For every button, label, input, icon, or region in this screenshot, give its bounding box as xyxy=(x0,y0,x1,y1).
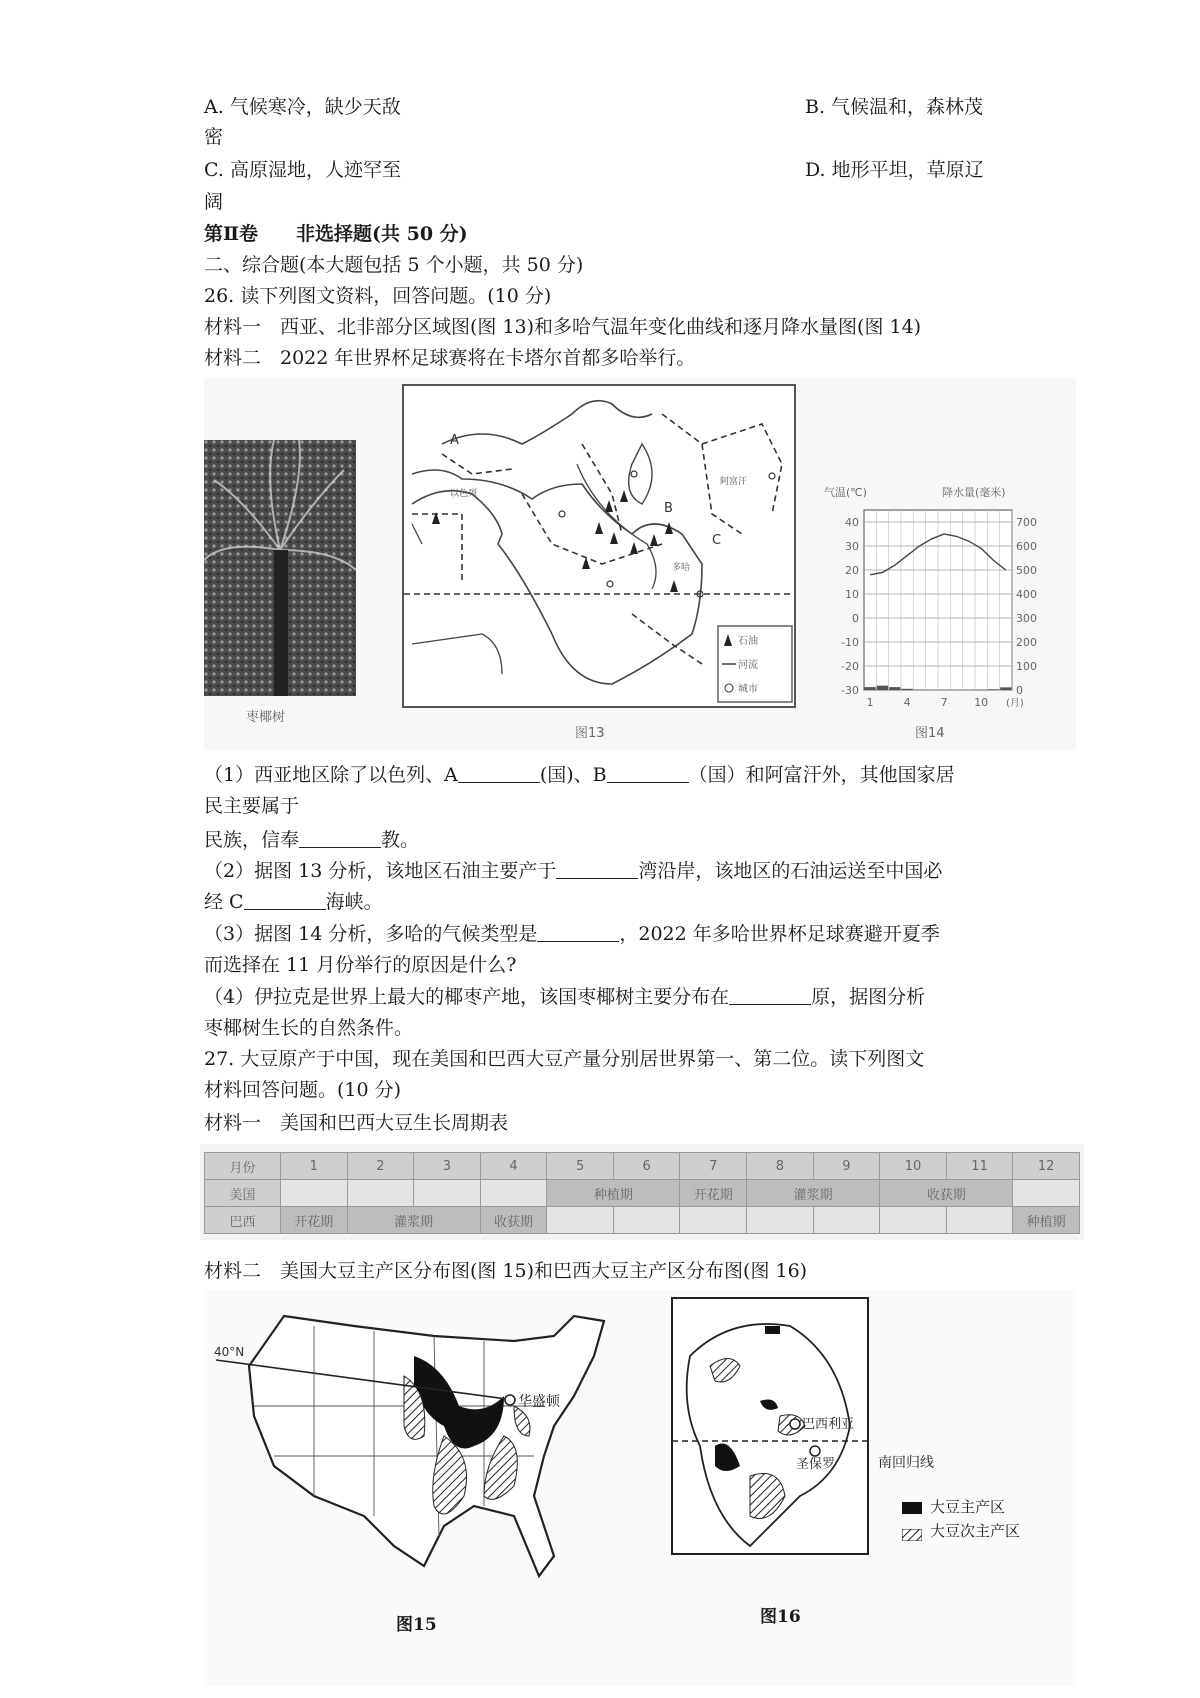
answer-blank[interactable] xyxy=(244,891,326,910)
table-cell: 2 xyxy=(347,1153,414,1180)
option-c: C. 高原湿地，人迹罕至 xyxy=(204,159,401,181)
fig13-caption: 图13 xyxy=(575,726,605,741)
fig16-caption: 图16 xyxy=(760,1607,801,1627)
answer-blank[interactable] xyxy=(458,764,540,783)
y-tick-right: 300 xyxy=(1016,612,1037,625)
map-label-c: C xyxy=(712,533,722,548)
table-cell: 8 xyxy=(747,1153,814,1180)
y-tick-left: -20 xyxy=(841,660,859,673)
map-label-doha: 多哈 xyxy=(672,563,691,573)
y-tick-right: 400 xyxy=(1016,588,1037,601)
q27-material-2: 材料二 美国大豆主产区分布图(图 15)和巴西大豆主产区分布图(图 16) xyxy=(204,1260,808,1282)
q26-1-line3: 民族，信奉 教。 xyxy=(204,829,420,851)
q26-3-line2: 而选择在 11 月份举行的原因是什么? xyxy=(204,954,517,976)
y-tick-left: 40 xyxy=(845,516,859,529)
table-cell: 月份 xyxy=(205,1153,281,1180)
x-unit: (月) xyxy=(1006,698,1024,709)
table-cell: 美国 xyxy=(205,1180,281,1207)
table-cell: 4 xyxy=(480,1153,547,1180)
y-tick-left: -30 xyxy=(841,684,859,697)
table-cell: 12 xyxy=(1013,1153,1080,1180)
q26-2-line2: 经 C 海峡。 xyxy=(204,891,383,913)
table-cell: 开花期 xyxy=(680,1180,747,1207)
precip-bar xyxy=(988,689,999,690)
answer-blank[interactable] xyxy=(556,860,638,879)
legend-oil: 石油 xyxy=(738,636,758,647)
q27-stem-1: 27. 大豆原产于中国，现在美国和巴西大豆产量分别居世界第一、第二位。读下列图文 xyxy=(204,1048,925,1070)
precip-bar xyxy=(877,686,888,690)
precip-bar xyxy=(889,687,900,690)
answer-blank[interactable] xyxy=(729,986,811,1005)
table-cell: 3 xyxy=(414,1153,481,1180)
table-cell: 收获期 xyxy=(480,1207,547,1234)
x-tick: 10 xyxy=(974,696,989,709)
option-d: D. 地形平坦，草原辽 xyxy=(805,159,984,181)
x-tick: 4 xyxy=(903,696,911,709)
y-tick-right: 600 xyxy=(1016,540,1037,553)
legend-city: 城市 xyxy=(738,684,758,695)
table-cell: 6 xyxy=(613,1153,680,1180)
table-cell: 5 xyxy=(547,1153,614,1180)
temp-axis-label: 气温(℃) xyxy=(824,486,867,499)
table-cell: 种植期 xyxy=(547,1180,680,1207)
y-tick-right: 500 xyxy=(1016,564,1037,577)
answer-blank[interactable] xyxy=(607,764,689,783)
soy-growth-table xyxy=(204,1152,1080,1234)
precip-bar xyxy=(902,689,913,690)
table-cell: 开花期 xyxy=(281,1207,348,1234)
q26-1-line1: （1）西亚地区除了以色列、A (国)、B （国）和阿富汗外，其他国家居 xyxy=(204,764,955,786)
x-tick: 1 xyxy=(866,696,874,709)
y-tick-left: -10 xyxy=(841,636,859,649)
option-a: A. 气候寒冷，缺少天敌 xyxy=(204,96,401,118)
map-label-a: A xyxy=(450,433,459,448)
y-tick-left: 0 xyxy=(852,612,859,625)
y-tick-left: 20 xyxy=(845,564,859,577)
table-cell: 种植期 xyxy=(1013,1207,1080,1234)
table-cell: 1 xyxy=(281,1153,348,1180)
table-cell: 9 xyxy=(813,1153,880,1180)
map-label-afghanistan: 阿富汗 xyxy=(720,477,748,487)
date-palm-caption: 枣椰树 xyxy=(246,710,286,725)
map-west-asia xyxy=(402,384,796,708)
section-subtitle: 二、综合题(本大题包括 5 个小题，共 50 分) xyxy=(204,254,584,276)
q26-4-line1: （4）伊拉克是世界上最大的椰枣产地，该国枣椰树主要分布在 原，据图分析 xyxy=(204,986,926,1008)
fig14-caption: 图14 xyxy=(915,726,945,741)
q26-material-1: 材料一 西亚、北非部分区域图(图 13)和多哈气温年变化曲线和逐月降水量图(图 14) xyxy=(204,316,922,338)
climate-chart-svg xyxy=(822,480,1066,730)
legend-main-label: 大豆主产区 xyxy=(930,1498,1006,1516)
brasilia-label: 巴西利亚 xyxy=(802,1417,855,1432)
option-b: B. 气候温和，森林茂 xyxy=(805,96,984,118)
prec-axis-label: 降水量(毫米) xyxy=(942,486,1006,499)
legend-main-icon xyxy=(902,1502,922,1514)
y-tick-left: 10 xyxy=(845,588,859,601)
q26-2-line1: （2）据图 13 分析，该地区石油主要产于 湾沿岸，该地区的石油运送至中国必 xyxy=(204,860,943,882)
section-title: 第Ⅱ卷 非选择题(共 50 分) xyxy=(204,223,468,245)
table-cell: 11 xyxy=(946,1153,1013,1180)
climate-chart xyxy=(822,480,1066,730)
y-tick-right: 200 xyxy=(1016,636,1037,649)
map-label-israel: 以色列 xyxy=(450,489,478,499)
precip-bar xyxy=(1000,687,1011,690)
y-tick-right: 700 xyxy=(1016,516,1037,529)
table-cell: 收获期 xyxy=(880,1180,1013,1207)
legend-river: 河流 xyxy=(738,660,758,671)
precip-bar xyxy=(865,687,876,690)
table-row xyxy=(205,1207,1080,1234)
brazil-soybean-map xyxy=(670,1296,870,1556)
y-tick-right: 0 xyxy=(1016,684,1023,697)
table-cell: 10 xyxy=(880,1153,947,1180)
y-tick-left: 30 xyxy=(845,540,859,553)
table-cell: 巴西 xyxy=(205,1207,281,1234)
map-label-b: B xyxy=(664,501,673,516)
tropic-label: 南回归线 xyxy=(878,1455,934,1471)
q27-stem-2: 材料回答问题。(10 分) xyxy=(204,1079,402,1101)
table-row xyxy=(205,1153,1080,1180)
table-cell: 灌浆期 xyxy=(747,1180,880,1207)
answer-blank[interactable] xyxy=(537,923,619,942)
q26-material-2: 材料二 2022 年世界杯足球赛将在卡塔尔首都多哈举行。 xyxy=(204,347,696,369)
table-cell: 灌浆期 xyxy=(347,1207,480,1234)
option-a-wrap: 密 xyxy=(204,126,224,148)
table-cell: 7 xyxy=(680,1153,747,1180)
date-palm-photo xyxy=(204,440,356,696)
saopaulo-label: 圣保罗 xyxy=(796,1457,836,1472)
q26-1-line2: 民主要属于 xyxy=(204,795,300,817)
y-tick-right: 100 xyxy=(1016,660,1037,673)
table-row xyxy=(205,1180,1080,1207)
option-c-wrap: 阔 xyxy=(204,191,224,213)
us-soybean-map xyxy=(214,1296,634,1596)
washington-label: 华盛顿 xyxy=(518,1394,560,1410)
q26-4-line2: 枣椰树生长的自然条件。 xyxy=(204,1017,414,1039)
q27-material-1: 材料一 美国和巴西大豆生长周期表 xyxy=(204,1112,509,1134)
answer-blank[interactable] xyxy=(299,829,381,848)
lat-40-label: 40°N xyxy=(214,1345,245,1359)
x-tick: 7 xyxy=(940,696,948,709)
fig15-caption: 图15 xyxy=(396,1615,437,1635)
q26-stem: 26. 读下列图文资料，回答问题。(10 分) xyxy=(204,285,552,307)
legend-sub-label: 大豆次主产区 xyxy=(930,1522,1021,1540)
q26-3-line1: （3）据图 14 分析，多哈的气候类型是 ，2022 年多哈世界杯足球赛避开夏季 xyxy=(204,923,940,945)
legend-sub-icon xyxy=(902,1526,922,1538)
